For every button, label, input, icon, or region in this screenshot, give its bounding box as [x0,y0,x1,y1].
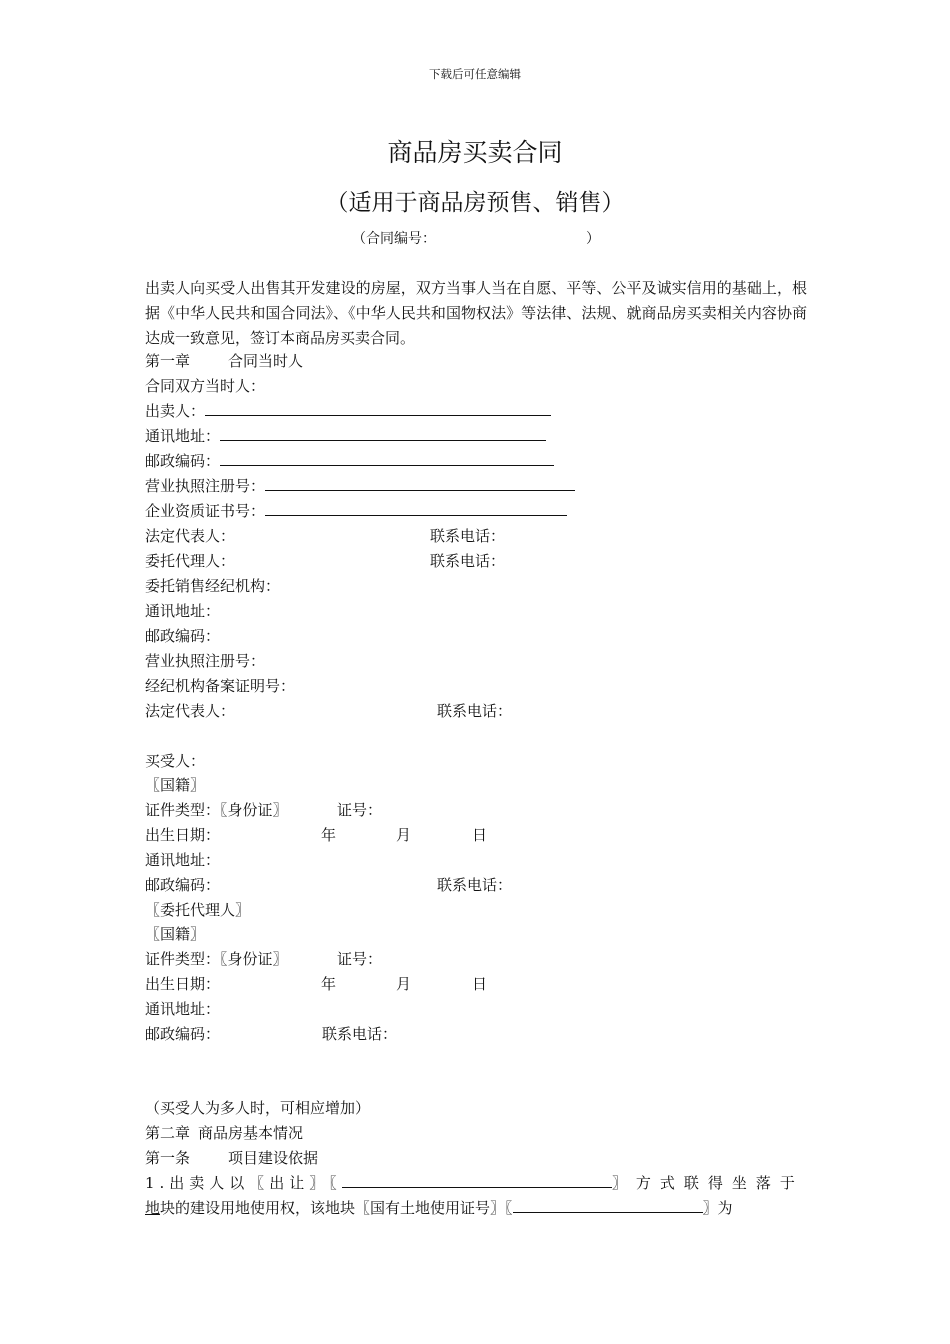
clause-1-part-2: 〗方式联得坐落于 [611,1174,804,1192]
chapter-1-number: 第一章 [145,352,191,370]
buyer-nationality: 〖国籍〗 [145,776,206,794]
multi-buyer-note: （买受人为多人时，可相应增加） [145,1099,371,1117]
seller-license-blank [265,474,575,491]
chapter-1-title: 合同当时人 [228,352,304,370]
seller-legal-rep-phone-label: 联系电话： [430,527,506,545]
seller-blank [205,399,551,416]
chapter-1-heading [145,349,303,374]
buyer-phone-label: 联系电话： [437,876,513,894]
contract-number-open: （合同编号： [352,231,436,247]
seller-qualification-label: 企业资质证书号： [145,502,266,520]
agency-address-label: 通讯地址： [145,602,221,620]
buyer-agent-birth-day: 日 [472,975,488,993]
clause-1-part-1: 1.出卖人以〖出让〗〖 [145,1174,342,1192]
seller-postcode-label: 邮政编码： [145,452,221,470]
clause-1-blank-2 [513,1196,703,1213]
buyer-agent-postcode-label: 邮政编码： [145,1025,221,1043]
agency-record-label: 经纪机构备案证明号： [145,677,296,695]
buyer-agent-label: 〖委托代理人〗 [145,901,251,919]
chapter-2-heading [145,1121,303,1146]
seller-postcode-blank [220,449,554,466]
chapter-2-title: 商品房基本情况 [198,1124,304,1142]
seller-address-label: 通讯地址： [145,427,221,445]
document-subtitle: （适用于商品房预售、销售） [325,190,625,216]
buyer-birth-label: 出生日期： [145,826,221,844]
agency-license-label: 营业执照注册号： [145,652,266,670]
buyer-agent-id-type-label: 证件类型：〖身份证〗 [145,950,288,968]
seller-license-line [145,474,575,499]
seller-line [145,399,551,424]
document-title: 商品房买卖合同 [387,138,563,167]
header-note: 下载后可任意编辑 [429,67,521,81]
agency-legal-rep-label: 法定代表人： [145,702,236,720]
clause-1-part-4: 〗为 [702,1199,733,1217]
buyer-agent-address-label: 通讯地址： [145,1000,221,1018]
seller-qualification-blank [265,499,567,516]
seller-address-line [145,424,546,449]
agency-phone-label: 联系电话： [437,702,513,720]
buyer-agent-phone-label: 联系电话： [322,1025,398,1043]
chapter-2-number: 第二章 [145,1124,191,1142]
clause-1-part-3-underlined: 地 [145,1199,161,1217]
buyer-id-type-label: 证件类型：〖身份证〗 [145,801,288,819]
buyer-agent-id-no-label: 证号： [337,950,383,968]
parties-heading: 合同双方当时人： [145,377,266,395]
seller-qualification-line [145,499,567,524]
contract-number-close: ） [586,231,600,247]
seller-postcode-line [145,449,554,474]
buyer-label: 买受人： [145,752,206,770]
seller-address-blank [220,424,546,441]
clause-1-blank-1 [342,1171,612,1188]
seller-agent-label: 委托代理人： [145,552,236,570]
clause-1-line-1 [145,1171,807,1196]
seller-legal-rep-label: 法定代表人： [145,527,236,545]
buyer-birth-month: 月 [396,826,412,844]
buyer-agent-birth-label: 出生日期： [145,975,221,993]
article-1-title: 项目建设依据 [228,1149,319,1167]
buyer-birth-day: 日 [472,826,488,844]
intro-paragraph: 出卖人向买受人出售其开发建设的房屋，双方当事人当在自愿、平等、公平及诚实信用的基础上，根据《中华人民共和国合同法》、《中华人民共和国物权法》等法律、法规、就商品房买卖相关内容协商达成一致意见，签订本商品房买卖合同。 [145,279,807,347]
buyer-birth-year: 年 [321,826,337,844]
seller-agent-phone-label: 联系电话： [430,552,506,570]
clause-1-line-2 [145,1196,807,1221]
buyer-address-label: 通讯地址： [145,851,221,869]
agency-label: 委托销售经纪机构： [145,577,281,595]
seller-label: 出卖人： [145,402,206,420]
article-1-number: 第一条 [145,1149,191,1167]
buyer-id-no-label: 证号： [337,801,383,819]
buyer-postcode-label: 邮政编码： [145,876,221,894]
seller-license-label: 营业执照注册号： [145,477,266,495]
clause-1-part-3: 块的建设用地使用权，该地块〖国有土地使用证号〗〖 [160,1199,513,1217]
buyer-agent-birth-year: 年 [321,975,337,993]
article-1-heading [145,1146,318,1171]
agency-postcode-label: 邮政编码： [145,627,221,645]
buyer-agent-birth-month: 月 [396,975,412,993]
buyer-agent-nationality: 〖国籍〗 [145,925,206,943]
